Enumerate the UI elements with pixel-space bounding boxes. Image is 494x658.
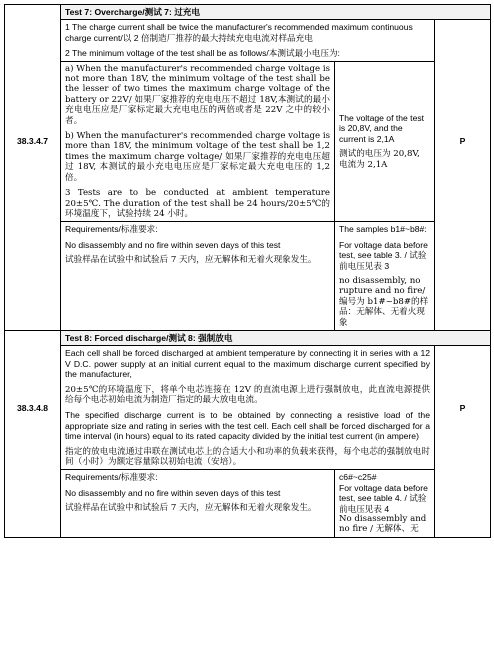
- test7-req-label: Requirements/标准要求:: [65, 224, 158, 235]
- test7-requirements-cell: [61, 222, 335, 331]
- test7-samples-note: For voltage data before test, see table 3. / 试验前电压见表 3: [339, 239, 428, 271]
- test8-row-procedure: [5, 346, 491, 470]
- test7-row-requirements: [5, 222, 491, 331]
- test7-p3: 3 Tests are to be conducted at ambient temperature 20±5℃. The duration of the test shall be 24 hours/20±5℃的环境温度下，试验持续 24 小时。: [65, 188, 330, 219]
- test7-title-row: [5, 5, 491, 20]
- test7-pa: a) When the manufacturer's recommended charge voltage is not more than 18V, the minimum voltage of the test shall be the lesser of two times the maximum charge voltage of the battery or 22V/ 如果厂家推荐的充电电压不超过 18V,本测试的最小充电电压应是厂家标定最大充电电压的两倍或者是 22V 之中的较小者。: [65, 63, 330, 126]
- test8-req-en: No disassembly and no fire within seven days of this test: [65, 487, 281, 498]
- test8-p2-zh: 指定的放电电流通过串联在测试电芯上的合适大小和功率的负载来获得，每个电芯的强制放电时间（小时）为额定容量除以初始电流（安培）。: [65, 446, 430, 468]
- test8-title: Test 8: Forced discharge/测试 8: 强制放电: [61, 330, 491, 345]
- test7-outcome: no disassembly, no rupture and no fire/ 编号为 b1#~b8#的样品：无解体、无着火现象: [339, 275, 429, 328]
- test8-requirements-cell: [61, 470, 335, 537]
- test8-samples-cell: [335, 470, 435, 537]
- test7-clause: 38.3.4.7: [5, 61, 61, 222]
- test8-req-label: Requirements/标准要求:: [65, 472, 158, 483]
- test-report-table: [4, 4, 491, 538]
- test8-outcome: No disassembly and no fire / 无解体、无: [339, 514, 427, 535]
- test7-result-voltage: The voltage of the test is 20,8V, and the current is 2,1A: [339, 112, 425, 144]
- test8-req-zh: 试验样品在试验中和试验后 7 天内，应无解体和无着火现象发生。: [65, 503, 317, 514]
- test7-row-voltage: [5, 61, 491, 222]
- test7-row-charge: [5, 20, 491, 61]
- test8-procedure-cell: [61, 346, 435, 470]
- test8-samples-note: For voltage data before test, see table 4. / 试验前电压见表 4: [339, 482, 428, 514]
- test7-pb: b) When the manufacturer's recommended charge voltage is more than 18V, the minimum voltage of the test shall be 1,2 times the maximum charge voltage/ 如果厂家推荐的充电电压超过 18V, 本测试的最小充电电压应是厂家标定最大充电电压的 1,2 倍。: [65, 131, 331, 183]
- test8-p2: The specified discharge current is to be obtained by connecting a resistive load of the appropriate size and rating in series with the test cell. Each cell shall be forced discharged for a time interval (in hours) equal to its rated capacity divided by the initial test current (in ampere): [65, 410, 430, 442]
- test7-p1: 1 The charge current shall be twice the manufacturer's recommended maximum continuous charge current/以 2 倍制造厂推荐的最大持续充电电流对样品充电: [65, 22, 413, 43]
- test8-p1: Each cell shall be forced discharged at ambient temperature by connecting it in series with a 12 V D.C. power supply at an initial current equal to the maximum discharge current specified by the manufacturer,: [65, 348, 430, 380]
- test7-charge-cell: [61, 20, 435, 61]
- test7-req-zh: 试验样品在试验中和试验后 7 天内，应无解体和无着火现象发生。: [65, 255, 317, 266]
- test8-verdict: P: [435, 346, 491, 470]
- test7-req-en: No disassembly and no fire within seven days of this test: [65, 239, 281, 250]
- test8-samples: c6#~c25#: [339, 472, 377, 483]
- clause-cell-empty: [5, 5, 61, 20]
- test8-clause: 38.3.4.8: [5, 346, 61, 470]
- test8-p1-zh: 20±5℃的环境温度下，将单个电芯连接在 12V 的直流电源上进行强制放电，此直流电源提供给每个电芯初始电流为制造厂指定的最大放电电流。: [65, 384, 430, 405]
- test7-result-cell: [335, 61, 435, 222]
- test7-verdict: P: [435, 61, 491, 222]
- test7-title: Test 7: Overcharge/测试 7: 过充电: [61, 5, 491, 20]
- test-report-page: [4, 4, 490, 538]
- test7-samples: The samples b1#~b8#:: [339, 224, 427, 235]
- test8-title-row: [5, 330, 491, 345]
- test7-p2: 2 The minimum voltage of the test shall be as follows/本测试最小电压为:: [65, 48, 340, 59]
- test7-result-voltage-zh: 测试的电压为 20,8V, 电流为 2,1A: [339, 149, 420, 170]
- test7-voltage-cell: [61, 61, 335, 222]
- test7-samples-cell: [335, 222, 435, 331]
- test8-row-requirements: [5, 470, 491, 537]
